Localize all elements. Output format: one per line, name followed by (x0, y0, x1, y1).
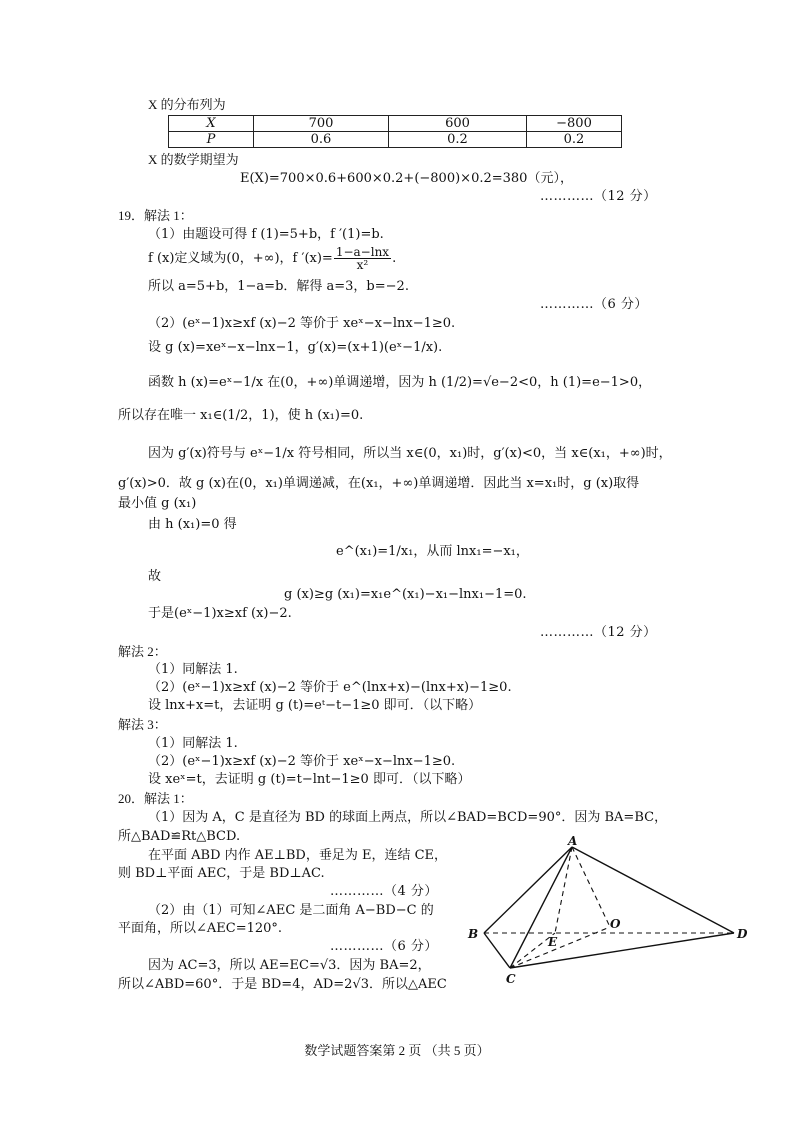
solution-line: （1）由题设可得 f (1)=5+b，f ′(1)=b. (148, 227, 384, 242)
table-row (169, 116, 622, 132)
question-19-heading: 19．解法 1： (118, 208, 193, 223)
solution-line: 所以 a=5+b，1−a=b．解得 a=3，b=−2. (148, 279, 409, 294)
table-cell: 0.2 (527, 132, 622, 148)
label-A: A (568, 835, 578, 848)
solution-line: （1）因为 A，C 是直径为 BD 的球面上两点，所以∠BAD=BCD=90°．因为 BA=BC， (148, 810, 668, 825)
solution-line: 设 xeˣ=t，去证明 g (t)=t−lnt−1≥0 即可．（以下略） (148, 772, 471, 787)
method-2-heading: 解法 2： (118, 644, 167, 659)
solution-line: 函数 h (x)=eˣ−1/x 在(0，+∞)单调递增，因为 h (1/2)=√e−2<0，h (1)=e−1>0， (148, 375, 652, 390)
score-marker: …………（12 分） (540, 189, 657, 204)
solution-line: 由 h (x₁)=0 得 (148, 517, 237, 532)
expect-intro: X 的数学期望为 (148, 152, 239, 167)
page-footer: 数学试题答案第 2 页 （共 5 页） (304, 1043, 490, 1058)
geometry-figure (460, 835, 760, 995)
fraction-numerator: 1−a−lnx (335, 245, 390, 259)
solution-line: 所以∠ABD=60°．于是 BD=4，AD=2√3．所以△AEC (118, 977, 447, 992)
solution-line: （2）(eˣ−1)x≥xf (x)−2 等价于 e^(lnx+x)−(lnx+x)−1≥0. (148, 680, 512, 695)
solution-line: 设 lnx+x=t，去证明 g (t)=eᵗ−t−1≥0 即可．（以下略） (148, 698, 482, 713)
solution-equation: e^(x₁)=1/x₁，从而 lnx₁=−x₁， (336, 544, 529, 559)
label-C: C (506, 972, 516, 986)
label-E: E (548, 935, 558, 949)
table-cell: −800 (527, 116, 622, 132)
score-marker: …………（6 分） (330, 939, 438, 954)
solution-line: 于是(eˣ−1)x≥xf (x)−2. (148, 606, 292, 621)
solution-line: 则 BD⊥平面 AEC，于是 BD⊥AC. (118, 866, 325, 881)
table-cell: 0.6 (254, 132, 389, 148)
segment-AO (572, 847, 610, 927)
segment-AE (555, 847, 572, 933)
score-marker: …………（4 分） (330, 884, 438, 899)
solution-line: 最小值 g (x₁) (118, 496, 197, 511)
solution-line: （1）同解法 1. (148, 662, 238, 677)
expect-formula: E(X)=700×0.6+600×0.2+(−800)×0.2=380（元）， (240, 171, 573, 186)
table-cell: P (169, 132, 254, 148)
solution-line: 平面角，所以∠AEC=120°. (118, 921, 283, 936)
solution-line: （2）(eˣ−1)x≥xf (x)−2 等价于 xeˣ−x−lnx−1≥0. (148, 754, 456, 769)
edge-BC (484, 933, 510, 968)
dist-intro: X 的分布列为 (148, 97, 226, 112)
solution-line: 在平面 ABD 内作 AE⊥BD，垂足为 E，连结 CE， (148, 848, 448, 863)
question-20-heading: 20．解法 1： (118, 791, 193, 806)
solution-line: 故 (148, 568, 162, 583)
solution-text: f (x)定义域为(0，+∞)，f ′(x)= (148, 251, 333, 266)
table-cell: 700 (254, 116, 389, 132)
fraction (334, 246, 391, 271)
fraction-denominator: x² (356, 258, 369, 272)
label-O: O (610, 917, 621, 931)
table-cell: 600 (389, 116, 527, 132)
solution-line: 所以存在唯一 x₁∈(1/2，1)，使 h (x₁)=0. (118, 408, 364, 423)
label-B: B (468, 927, 479, 941)
solution-line: 设 g (x)=xeˣ−x−lnx−1，g′(x)=(x+1)(eˣ−1/x). (148, 340, 443, 355)
edge-AD (572, 847, 734, 933)
solution-line: 因为 AC=3，所以 AE=EC=√3．因为 BA=2， (148, 958, 431, 973)
solution-line: 所△BAD≌Rt△BCD. (118, 829, 241, 844)
table-cell: X (169, 116, 254, 132)
solution-line: （2）(eˣ−1)x≥xf (x)−2 等价于 xeˣ−x−lnx−1≥0. (148, 316, 456, 331)
method-3-heading: 解法 3： (118, 717, 167, 732)
solution-equation: g (x)≥g (x₁)=x₁e^(x₁)−x₁−lnx₁−1=0. (284, 587, 527, 602)
edge-CD (510, 933, 734, 968)
solution-line: g′(x)>0．故 g (x)在(0，x₁)单调递减，在(x₁，+∞)单调递增．因此当 x=x₁时，g (x)取得 (118, 476, 640, 491)
solution-line: f (x)定义域为(0，+∞)，f ′(x)= $\frac{1-a-\ln x}{\text{x²}}$ . (148, 245, 397, 272)
score-marker: …………（6 分） (540, 297, 648, 312)
label-D: D (737, 927, 748, 941)
edge-AB (484, 847, 572, 933)
solution-line: （2）由（1）可知∠AEC 是二面角 A−BD−C 的 (148, 903, 434, 918)
solution-line: （1）同解法 1. (148, 736, 238, 751)
solution-line: 因为 g′(x)符号与 eˣ−1/x 符号相同，所以当 x∈(0，x₁)时，g′(x)<0，当 x∈(x₁，+∞)时， (148, 446, 672, 461)
distribution-table (168, 115, 622, 148)
table-cell: 0.2 (389, 132, 527, 148)
edge-AC (510, 847, 572, 968)
table-row (169, 132, 622, 148)
score-marker: …………（12 分） (540, 625, 657, 640)
